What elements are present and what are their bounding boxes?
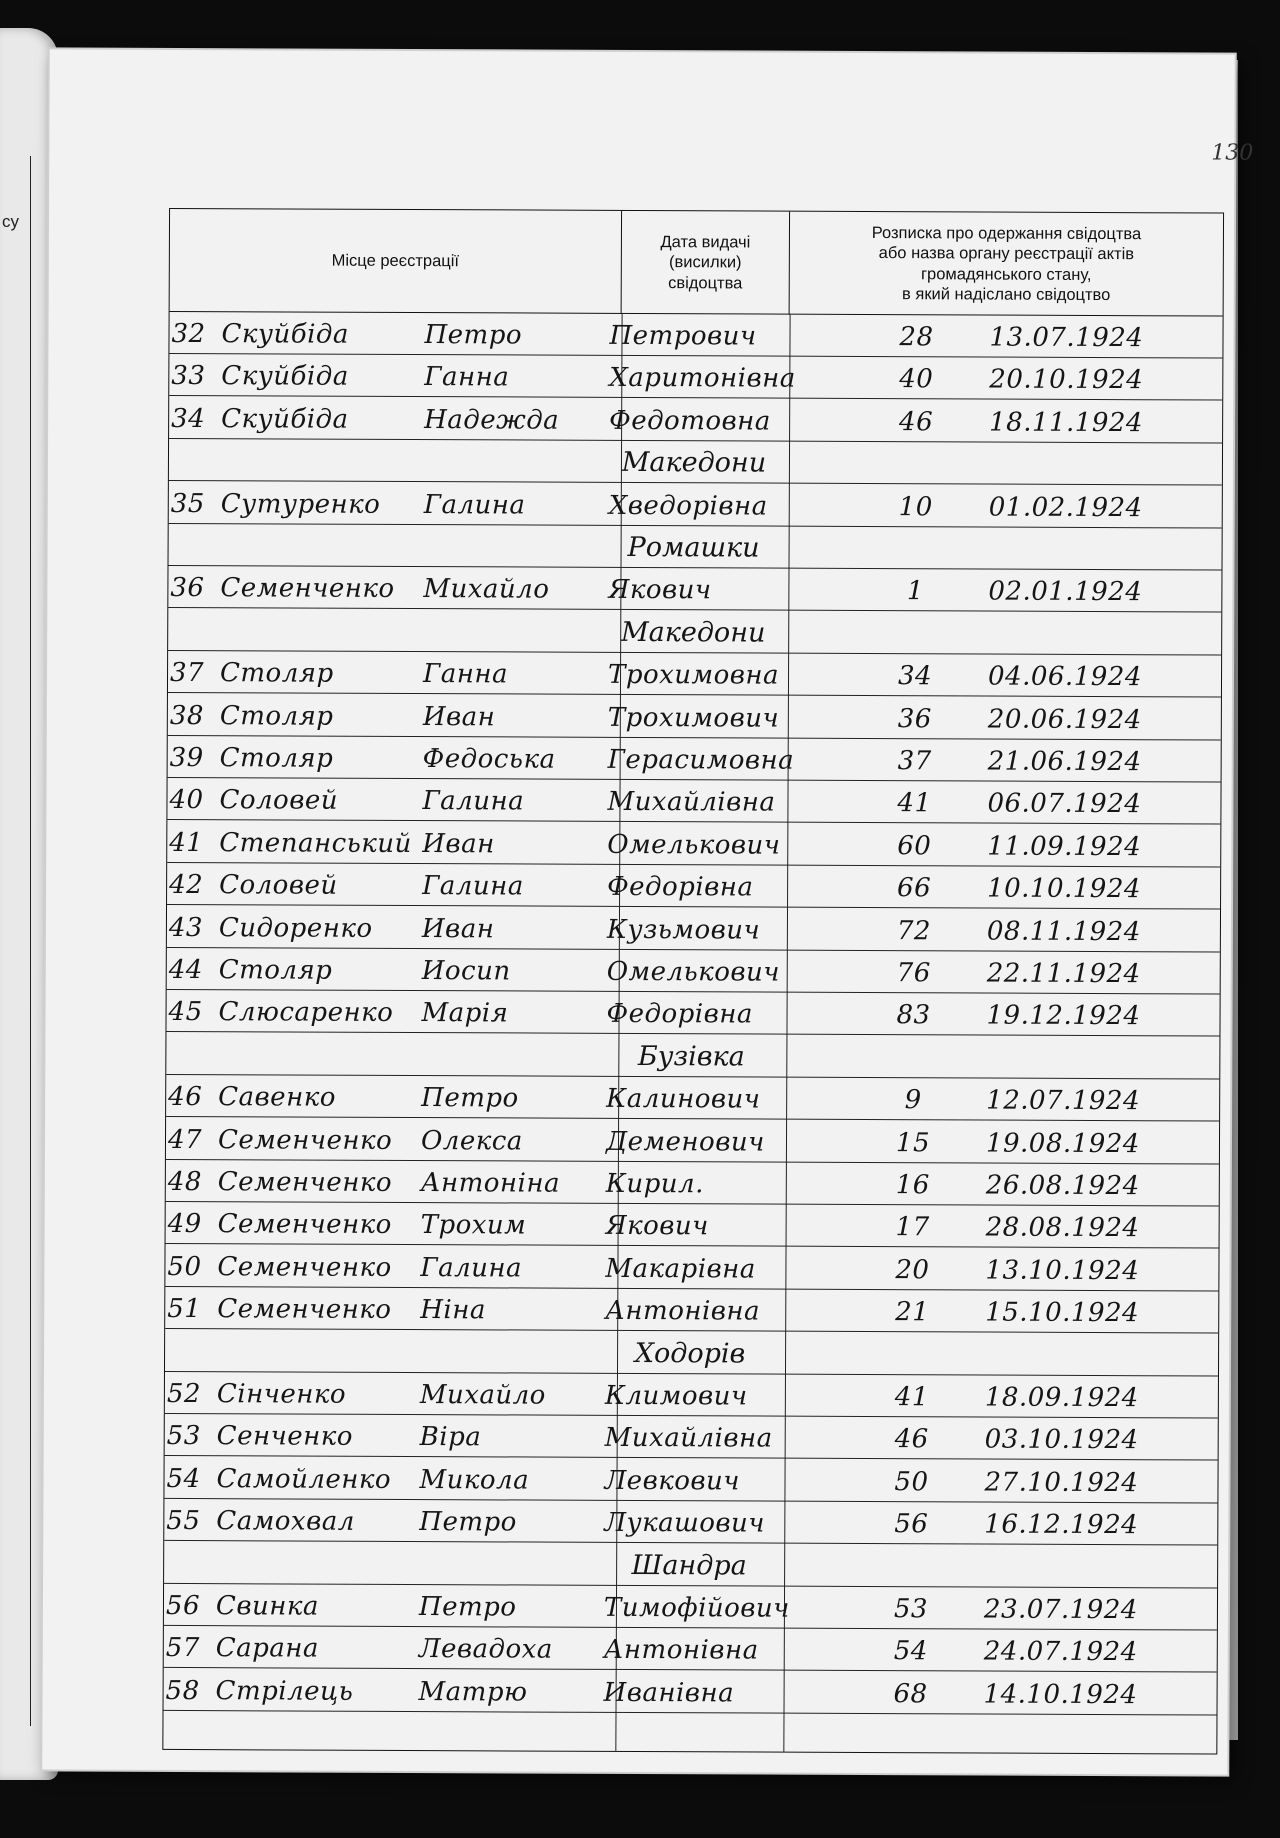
given-name: Галина bbox=[423, 489, 526, 521]
patronymic: Харитонівна bbox=[609, 363, 796, 395]
surname: Сінченко bbox=[216, 1379, 347, 1410]
record-number: 66 bbox=[896, 873, 932, 904]
given-name: Ганна bbox=[422, 659, 509, 690]
record-number: 10 bbox=[898, 491, 933, 522]
surname: Столяр bbox=[219, 743, 334, 774]
header-receipt: Розписка про одержання свідоцтва або назва органу реєстрації актів громадянського стану, в який надіслано свідоцтво bbox=[871, 224, 1142, 304]
patronymic: Антонівна bbox=[603, 1635, 759, 1666]
village-name: Бузівка bbox=[637, 1040, 745, 1073]
given-name: Петро bbox=[424, 320, 523, 351]
surname: Столяр bbox=[219, 700, 334, 732]
village-heading-row bbox=[165, 1330, 1218, 1377]
given-name: Петро bbox=[421, 1083, 519, 1114]
given-name: Матрю bbox=[418, 1676, 528, 1708]
village-name: Шандра bbox=[631, 1549, 747, 1582]
entry-number: 46 bbox=[168, 1082, 203, 1113]
surname: Семенченко bbox=[217, 1294, 392, 1326]
issue-date: 23.07.1924 bbox=[983, 1594, 1138, 1626]
record-number: 20 bbox=[895, 1254, 930, 1286]
patronymic: Омелькович bbox=[607, 829, 781, 861]
entry-number: 58 bbox=[165, 1675, 200, 1706]
patronymic: Лукашович bbox=[604, 1508, 766, 1539]
issue-date: 22.11.1924 bbox=[986, 958, 1141, 990]
issue-date: 15.10.1924 bbox=[985, 1297, 1140, 1329]
record-number: 1 bbox=[906, 576, 924, 607]
surname: Соловей bbox=[219, 870, 338, 901]
table-row bbox=[167, 906, 1220, 953]
issue-date: 26.08.1924 bbox=[985, 1170, 1140, 1202]
table-row bbox=[165, 1245, 1218, 1292]
given-name: Михайло bbox=[419, 1380, 546, 1411]
entry-number: 53 bbox=[166, 1421, 201, 1452]
header-registration-place: Місце реєстрації bbox=[170, 209, 622, 314]
table-row bbox=[166, 1118, 1219, 1165]
surname: Столяр bbox=[219, 658, 334, 689]
village-name: Ромашки bbox=[627, 531, 760, 564]
record-number: 54 bbox=[893, 1636, 928, 1667]
left-page-column-edge bbox=[0, 156, 31, 1726]
patronymic: Якович bbox=[605, 1211, 709, 1242]
village-heading-row bbox=[166, 1033, 1219, 1080]
entry-number: 51 bbox=[167, 1294, 202, 1325]
surname: Сенченко bbox=[216, 1421, 354, 1453]
table-row bbox=[168, 566, 1221, 613]
record-number: 46 bbox=[894, 1424, 929, 1455]
table-row bbox=[167, 863, 1220, 910]
patronymic: Михайлівна bbox=[604, 1423, 773, 1454]
given-name: Левадоха bbox=[418, 1634, 553, 1666]
given-name: Иван bbox=[422, 701, 496, 732]
record-number: 53 bbox=[893, 1594, 929, 1625]
issue-date: 20.06.1924 bbox=[987, 704, 1142, 735]
entry-number: 33 bbox=[171, 361, 206, 392]
entry-number: 54 bbox=[166, 1463, 201, 1494]
issue-date: 11.09.1924 bbox=[987, 831, 1142, 862]
patronymic: Тимофійович bbox=[603, 1592, 790, 1624]
entry-number: 44 bbox=[168, 954, 203, 986]
issue-date: 13.07.1924 bbox=[989, 322, 1144, 354]
record-number: 15 bbox=[895, 1127, 931, 1158]
surname: Соловей bbox=[219, 785, 339, 817]
given-name: Трохим bbox=[420, 1210, 527, 1241]
record-number: 46 bbox=[899, 406, 934, 438]
issue-date: 21.06.1924 bbox=[987, 746, 1142, 778]
given-name: Микола bbox=[419, 1464, 530, 1496]
table-row bbox=[168, 651, 1221, 698]
issue-date: 28.08.1924 bbox=[985, 1212, 1140, 1244]
issue-date: 18.09.1924 bbox=[984, 1382, 1139, 1414]
record-number: 16 bbox=[895, 1170, 930, 1201]
surname: Семенченко bbox=[217, 1209, 392, 1241]
record-number: 50 bbox=[894, 1466, 929, 1498]
patronymic: Кузьмович bbox=[606, 914, 761, 946]
record-number: 76 bbox=[896, 958, 931, 989]
left-page-stub-text: су bbox=[2, 212, 19, 231]
surname: Самойленко bbox=[216, 1463, 392, 1495]
table-row bbox=[165, 1287, 1218, 1334]
record-number: 36 bbox=[897, 703, 932, 734]
given-name: Віра bbox=[419, 1422, 482, 1453]
surname: Семенченко bbox=[217, 1167, 393, 1198]
entry-number: 55 bbox=[166, 1506, 201, 1537]
surname: Савенко bbox=[218, 1082, 336, 1113]
village-heading-row bbox=[169, 524, 1222, 571]
page-number: 130 bbox=[1211, 140, 1254, 166]
record-number: 17 bbox=[895, 1212, 930, 1243]
record-number: 83 bbox=[896, 1000, 931, 1031]
issue-date: 08.11.1924 bbox=[986, 916, 1141, 947]
record-number: 60 bbox=[897, 830, 932, 862]
village-name: Ходорів bbox=[634, 1337, 746, 1370]
table-row bbox=[169, 482, 1222, 529]
entry-number: 42 bbox=[169, 870, 204, 901]
issue-date: 27.10.1924 bbox=[984, 1467, 1139, 1498]
village-name: Македони bbox=[621, 447, 767, 479]
patronymic: Петрович bbox=[609, 320, 757, 352]
table-row bbox=[164, 1457, 1217, 1504]
table-row bbox=[166, 990, 1219, 1037]
table-row bbox=[164, 1626, 1217, 1673]
entry-number: 45 bbox=[168, 997, 203, 1028]
entry-number: 57 bbox=[165, 1633, 200, 1664]
given-name: Федоська bbox=[422, 744, 556, 775]
header-issue-date: Дата видачі (висилки) свідоцтва bbox=[622, 211, 790, 315]
record-number: 28 bbox=[899, 322, 934, 353]
record-number: 41 bbox=[894, 1382, 929, 1413]
surname: Семенченко bbox=[217, 1124, 393, 1156]
entry-number: 41 bbox=[169, 827, 204, 858]
patronymic: Климович bbox=[604, 1380, 748, 1412]
entry-number: 38 bbox=[169, 700, 205, 731]
entry-number: 35 bbox=[170, 488, 205, 519]
table-row bbox=[165, 1414, 1218, 1461]
village-heading-row bbox=[169, 439, 1222, 486]
patronymic: Макарівна bbox=[605, 1253, 756, 1285]
patronymic: Деменович bbox=[605, 1126, 765, 1158]
issue-date: 04.06.1924 bbox=[987, 661, 1142, 693]
record-number: 21 bbox=[895, 1297, 930, 1328]
table-row bbox=[167, 821, 1220, 868]
issue-date: 20.10.1924 bbox=[989, 364, 1144, 396]
patronymic: Федорівна bbox=[606, 999, 753, 1030]
table-row bbox=[166, 1202, 1219, 1249]
surname: Скуйбіда bbox=[221, 403, 349, 435]
surname: Семенченко bbox=[220, 573, 395, 605]
patronymic: Иванівна bbox=[603, 1677, 735, 1709]
entry-number: 50 bbox=[167, 1251, 202, 1282]
entry-number: 32 bbox=[171, 318, 206, 350]
surname: Сутуренко bbox=[220, 488, 381, 520]
entry-number: 37 bbox=[169, 658, 205, 689]
entry-number: 56 bbox=[165, 1590, 201, 1622]
record-number: 34 bbox=[897, 661, 933, 692]
surname: Семенченко bbox=[217, 1251, 392, 1283]
record-number: 68 bbox=[893, 1678, 928, 1710]
surname: Стрілець bbox=[215, 1675, 354, 1707]
given-name: Иван bbox=[421, 913, 495, 944]
register-table bbox=[162, 208, 1224, 1755]
table-row bbox=[169, 354, 1222, 401]
issue-date: 02.01.1924 bbox=[988, 576, 1143, 608]
table-row bbox=[166, 1160, 1219, 1207]
issue-date: 03.10.1924 bbox=[984, 1424, 1139, 1456]
village-heading-row bbox=[164, 1542, 1217, 1589]
entry-number: 52 bbox=[166, 1378, 202, 1410]
patronymic: Хведорівна bbox=[608, 490, 768, 522]
issue-date: 18.11.1924 bbox=[989, 407, 1144, 438]
given-name: Антоніна bbox=[420, 1168, 561, 1199]
issue-date: 01.02.1924 bbox=[988, 492, 1143, 523]
surname: Самохвал bbox=[216, 1506, 355, 1537]
entry-number: 48 bbox=[167, 1166, 202, 1198]
given-name: Ніна bbox=[420, 1295, 486, 1326]
record-number: 72 bbox=[896, 915, 932, 946]
patronymic: Федотовна bbox=[609, 405, 771, 437]
surname: Слюсаренко bbox=[218, 997, 394, 1029]
issue-date: 14.10.1924 bbox=[983, 1679, 1138, 1710]
patronymic: Антонівна bbox=[605, 1296, 761, 1327]
table-row bbox=[167, 948, 1220, 995]
village-name: Македони bbox=[620, 616, 766, 649]
village-heading-row bbox=[168, 609, 1221, 656]
patronymic: Омелькович bbox=[606, 956, 781, 988]
given-name: Ганна bbox=[424, 362, 510, 393]
patronymic: Трохимовна bbox=[607, 660, 780, 691]
entry-number: 34 bbox=[171, 403, 206, 434]
given-name: Олекса bbox=[420, 1125, 523, 1157]
table-row bbox=[169, 312, 1222, 359]
surname: Сидоренко bbox=[218, 912, 373, 944]
register-page bbox=[42, 49, 1254, 1774]
given-name: Марія bbox=[421, 998, 509, 1029]
surname: Столяр bbox=[218, 955, 333, 986]
patronymic: Кирил. bbox=[605, 1168, 704, 1200]
record-number: 40 bbox=[899, 364, 934, 395]
issue-date: 10.10.1924 bbox=[987, 873, 1142, 905]
given-name: Надежда bbox=[424, 404, 560, 436]
patronymic: Якович bbox=[608, 575, 712, 606]
issue-date: 24.07.1924 bbox=[983, 1636, 1138, 1668]
issue-date: 13.10.1924 bbox=[985, 1255, 1140, 1286]
table-row bbox=[164, 1499, 1217, 1546]
entry-number: 43 bbox=[168, 912, 204, 943]
issue-date: 06.07.1924 bbox=[987, 788, 1142, 820]
table-header bbox=[170, 209, 1223, 317]
given-name: Галина bbox=[422, 871, 524, 902]
table-row bbox=[167, 778, 1220, 825]
record-number: 9 bbox=[904, 1085, 922, 1116]
patronymic: Калинович bbox=[606, 1084, 761, 1115]
given-name: Иван bbox=[422, 828, 495, 860]
patronymic: Герасимовна bbox=[607, 744, 795, 776]
surname: Степанський bbox=[219, 827, 412, 859]
record-number: 37 bbox=[897, 746, 932, 777]
entry-number: 36 bbox=[170, 573, 205, 604]
record-number: 56 bbox=[894, 1509, 929, 1540]
entry-number: 40 bbox=[169, 785, 204, 816]
table-row bbox=[169, 397, 1222, 444]
patronymic: Левкович bbox=[604, 1465, 741, 1497]
given-name: Иосип bbox=[421, 956, 511, 987]
table-row bbox=[166, 1075, 1219, 1122]
patronymic: Федорівна bbox=[607, 872, 754, 903]
issue-date: 12.07.1924 bbox=[986, 1085, 1141, 1117]
table-row bbox=[165, 1372, 1218, 1419]
surname: Скуйбіда bbox=[221, 361, 349, 393]
table-row bbox=[164, 1584, 1217, 1631]
patronymic: Михайлівна bbox=[607, 787, 776, 818]
issue-date: 19.08.1924 bbox=[985, 1128, 1140, 1159]
record-number: 41 bbox=[897, 788, 932, 819]
given-name: Михайло bbox=[423, 574, 550, 605]
surname: Скуйбіда bbox=[221, 319, 350, 350]
issue-date: 19.12.1924 bbox=[986, 1000, 1141, 1032]
entry-number: 47 bbox=[167, 1124, 203, 1155]
entry-number: 49 bbox=[167, 1209, 202, 1240]
table-row bbox=[168, 694, 1221, 741]
issue-date: 16.12.1924 bbox=[984, 1509, 1139, 1541]
given-name: Галина bbox=[420, 1252, 523, 1284]
surname: Свинка bbox=[215, 1591, 319, 1622]
entry-number: 39 bbox=[169, 742, 204, 774]
given-name: Петро bbox=[419, 1507, 517, 1538]
given-name: Галина bbox=[422, 786, 525, 817]
table-row bbox=[168, 736, 1221, 783]
given-name: Петро bbox=[418, 1592, 517, 1623]
surname: Сарана bbox=[215, 1633, 320, 1665]
table-row bbox=[164, 1669, 1217, 1716]
patronymic: Трохимович bbox=[607, 702, 780, 734]
